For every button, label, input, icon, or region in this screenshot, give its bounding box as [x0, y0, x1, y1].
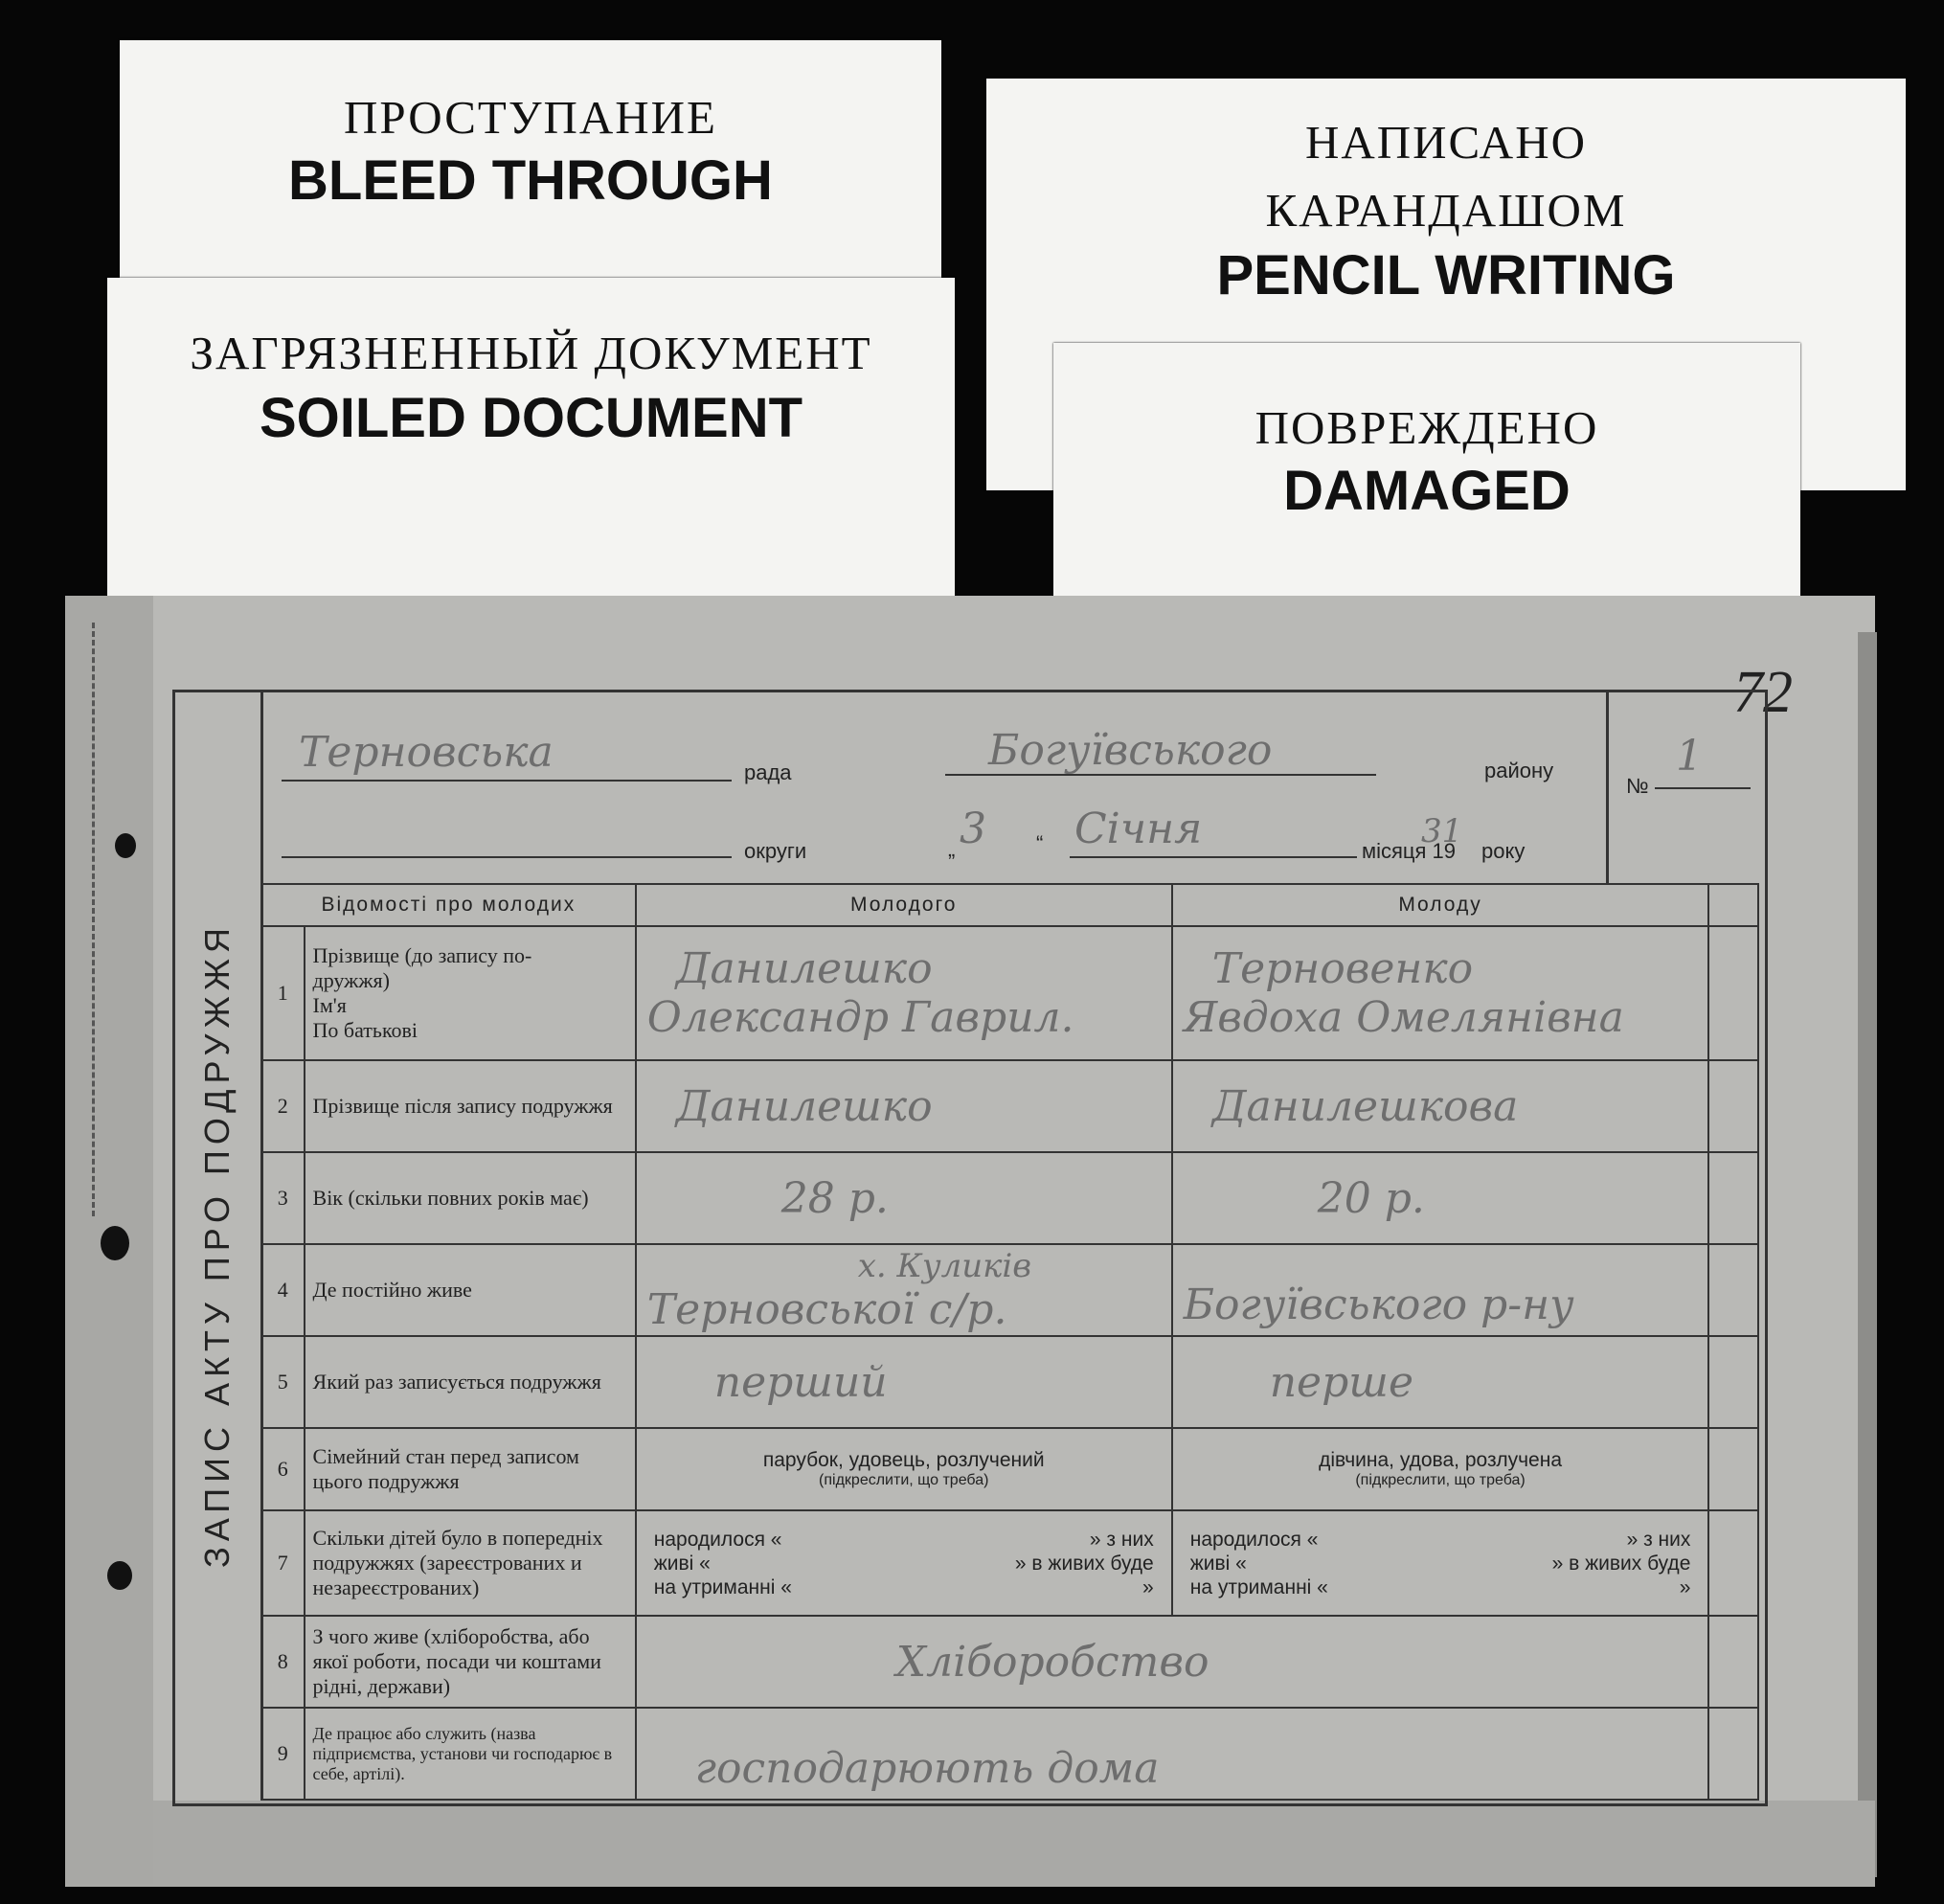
will-live-label: » в живих буде — [1014, 1552, 1154, 1575]
alive-label: живі « — [1189, 1552, 1247, 1575]
bride-answer — [1172, 1152, 1709, 1244]
soiled-document-ru: ЗАГРЯЗНЕННЫЙ ДОКУМЕНТ — [190, 327, 872, 379]
okrugy-label: округи — [744, 839, 807, 863]
punch-hole — [107, 1561, 132, 1590]
sheet-edge — [1858, 632, 1877, 1877]
close-quote: » — [1142, 1575, 1154, 1598]
date-day: 3 — [960, 805, 986, 853]
okrugy-line — [282, 856, 732, 858]
year-suffix: 31 — [1421, 812, 1463, 850]
month-label: місяця 19 — [1362, 839, 1457, 863]
punch-hole — [115, 833, 136, 858]
soiled-document-en: SOILED DOCUMENT — [259, 387, 803, 449]
bride-surname: Терновенко — [1211, 944, 1474, 993]
pencil-writing-ru-line1: НАПИСАНО — [1305, 116, 1587, 169]
groom-status-options: парубок, удовець, розлучений — [762, 1449, 1045, 1471]
month-line — [1070, 856, 1357, 858]
date-close-quote: “ — [1036, 831, 1044, 855]
alive-label: живі « — [653, 1552, 711, 1575]
rada-value: Терновська — [299, 728, 554, 777]
binding-stitch — [92, 623, 102, 1216]
born-label: народилося « — [653, 1528, 782, 1551]
groom-surname: Данилешко — [675, 944, 933, 993]
bride-times-married: перше — [1269, 1357, 1413, 1407]
workplace-value: господарюють дома — [694, 1743, 1160, 1793]
row-question: Прізвище після запису подружжя — [305, 1060, 636, 1152]
row-number: 3 — [261, 1152, 305, 1244]
table-row — [261, 926, 1758, 1060]
groom-answer — [636, 1336, 1172, 1428]
row-question — [305, 926, 636, 1060]
table-header-row — [261, 884, 1758, 926]
number-line — [1655, 787, 1751, 789]
row-question: Де постійно живе — [305, 1244, 636, 1336]
form-vertical-title — [174, 691, 263, 1799]
number-label: № — [1626, 774, 1649, 798]
groom-residence-village: х. Куликів — [857, 1246, 1032, 1285]
groom-answer — [636, 1152, 1172, 1244]
row-number: 6 — [261, 1428, 305, 1510]
table-row — [261, 1428, 1758, 1510]
table-row — [261, 1244, 1758, 1336]
table-row — [261, 1616, 1758, 1708]
row-question: Вік (скільки повних років має) — [305, 1152, 636, 1244]
question-line: По батькові — [312, 1018, 418, 1042]
groom-name: Олександр Гаврил. — [646, 993, 1074, 1042]
bride-surname-after: Данилешкова — [1211, 1081, 1519, 1131]
question-line: дружжя) — [312, 968, 390, 992]
row-number: 1 — [261, 926, 305, 1060]
groom-answer — [636, 926, 1172, 1060]
bride-age: 20 р. — [1317, 1173, 1425, 1223]
soiled-document-card — [107, 278, 955, 642]
date-open-quote: „ — [948, 837, 956, 861]
table-row — [261, 1152, 1758, 1244]
raion-value: Богуївського — [988, 726, 1273, 775]
groom-children — [636, 1510, 1172, 1616]
date-month: Січня — [1074, 805, 1203, 853]
form-header — [260, 691, 1606, 883]
column-bride: Молоду — [1172, 884, 1709, 926]
bride-children — [1172, 1510, 1709, 1616]
damaged-en: DAMAGED — [1283, 460, 1571, 522]
column-groom: Молодого — [636, 884, 1172, 926]
groom-marital-status — [636, 1428, 1172, 1510]
question-line: Ім'я — [312, 993, 347, 1017]
column-info: Відомості про молодих — [261, 884, 636, 926]
bride-residence: Богуївського р-ну — [1183, 1280, 1574, 1329]
table-row — [261, 1708, 1758, 1800]
row-number: 7 — [261, 1510, 305, 1616]
row-number: 5 — [261, 1336, 305, 1428]
groom-residence: Терновської с/р. — [646, 1284, 1007, 1334]
workplace-answer — [636, 1708, 1709, 1800]
table-row — [261, 1336, 1758, 1428]
row-question: Де працює або служить (назва підприємства, установи чи господарює в себе, артілі). — [305, 1708, 636, 1800]
occupation-answer — [636, 1616, 1709, 1708]
row-number: 4 — [261, 1244, 305, 1336]
punch-hole — [101, 1226, 129, 1260]
row-number: 9 — [261, 1708, 305, 1800]
of-them-label: » з них — [1089, 1528, 1154, 1551]
number-value: 1 — [1676, 732, 1703, 781]
row-question: З чого живе (хліборобства, або якої роботи, посади чи коштами рідні, держави) — [305, 1616, 636, 1708]
will-live-label: » в живих буде — [1551, 1552, 1691, 1575]
record-number-box — [1606, 691, 1762, 883]
damaged-card — [1053, 343, 1800, 630]
record-table — [260, 883, 1759, 1801]
row-number: 2 — [261, 1060, 305, 1152]
groom-status-note: (підкреслити, що треба) — [819, 1472, 989, 1488]
of-them-label: » з них — [1626, 1528, 1691, 1551]
groom-surname-after: Данилешко — [675, 1081, 933, 1131]
bleed-through-ru: ПРОСТУПАНИЕ — [343, 91, 717, 144]
born-label: народилося « — [1189, 1528, 1319, 1551]
support-label: на утриманні « — [1189, 1575, 1328, 1598]
groom-answer — [636, 1244, 1172, 1336]
occupation-value: Хліборобство — [895, 1637, 1209, 1687]
groom-times-married: перший — [713, 1357, 888, 1407]
pencil-writing-ru-line2: КАРАНДАШОМ — [1265, 184, 1627, 237]
groom-age: 28 р. — [780, 1173, 889, 1223]
damaged-ru: ПОВРЕЖДЕНО — [1255, 401, 1599, 454]
rada-line — [282, 780, 732, 782]
bride-marital-status — [1172, 1428, 1709, 1510]
bride-answer — [1172, 1336, 1709, 1428]
rada-label: рада — [744, 760, 792, 784]
form-title-text: ЗАПИС АКТУ ПРО ПОДРУЖЖЯ — [197, 921, 237, 1569]
groom-answer — [636, 1060, 1172, 1152]
bride-answer — [1172, 1060, 1709, 1152]
bride-name: Явдоха Омелянівна — [1183, 993, 1624, 1042]
raion-label: району — [1484, 759, 1554, 782]
bride-status-note: (підкреслити, що треба) — [1355, 1472, 1526, 1488]
page-number: 72 — [1733, 660, 1793, 725]
row-question: Який раз записується подружжя — [305, 1336, 636, 1428]
year-label: року — [1481, 839, 1526, 863]
sheet-bottom-edge — [65, 1801, 1875, 1887]
question-line: Прізвище (до запису по- — [312, 943, 532, 967]
row-question: Сімейний стан перед записом цього подружжя — [305, 1428, 636, 1510]
close-quote: » — [1679, 1575, 1691, 1598]
pencil-writing-en: PENCIL WRITING — [1216, 244, 1676, 306]
bleed-through-en: BLEED THROUGH — [288, 149, 773, 212]
table-row — [261, 1510, 1758, 1616]
table-row — [261, 1060, 1758, 1152]
row-number: 8 — [261, 1616, 305, 1708]
row-question: Скільки дітей було в попередніх подружжях (зареєстрованих и незареєстрованих) — [305, 1510, 636, 1616]
bride-answer — [1172, 926, 1709, 1060]
support-label: на утриманні « — [653, 1575, 792, 1598]
bride-answer — [1172, 1244, 1709, 1336]
bride-status-options: дівчина, удова, розлучена — [1319, 1449, 1562, 1471]
